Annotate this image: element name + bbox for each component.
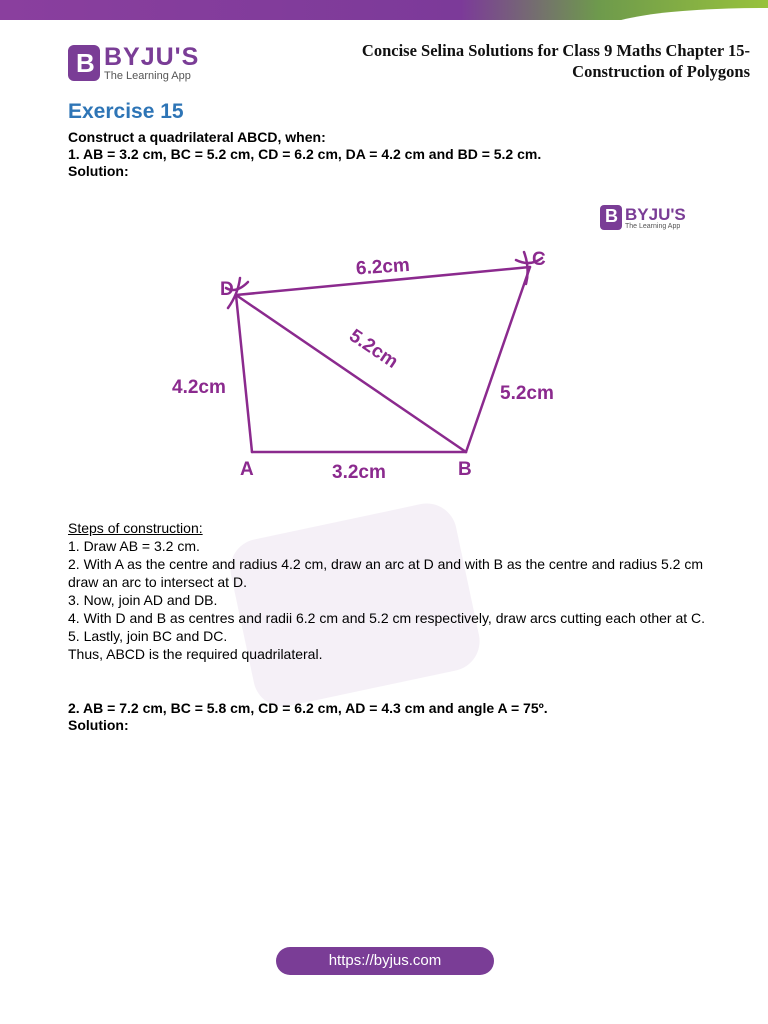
steps-conclusion: Thus, ABCD is the required quadrilateral.: [68, 646, 323, 662]
point-c-label: C: [532, 249, 546, 270]
logo-mark-icon: B: [68, 45, 100, 81]
question-1: 1. AB = 3.2 cm, BC = 5.2 cm, CD = 6.2 cm, DA = 4.2 cm and BD = 5.2 cm.: [68, 146, 542, 162]
label-bc: 5.2cm: [500, 383, 554, 404]
solution-label: Solution:: [68, 163, 129, 179]
label-ab: 3.2cm: [332, 462, 386, 483]
step-item: 2. With A as the centre and radius 4.2 cm, draw an arc at D and with B as the centre and radius 5.2 cm draw an arc to intersect at D.: [68, 556, 703, 590]
label-cd: 6.2cm: [355, 254, 411, 280]
page-header-title: Concise Selina Solutions for Class 9 Maths Chapter 15- Construction of Polygons: [361, 41, 750, 81]
step-item: 4. With D and B as centres and radii 6.2 cm and 5.2 cm respectively, draw arcs cutting each other at C.: [68, 610, 706, 626]
footer-url-link[interactable]: https://byjus.com: [276, 947, 494, 975]
top-gradient-bar: [0, 0, 768, 20]
solution-label-2: Solution:: [68, 717, 129, 733]
question-2: 2. AB = 7.2 cm, BC = 5.8 cm, CD = 6.2 cm, AD = 4.3 cm and angle A = 75º.: [68, 700, 548, 716]
point-d-label: D: [220, 279, 234, 300]
exercise-title: Exercise 15: [68, 100, 184, 123]
label-da: 4.2cm: [172, 377, 226, 398]
side-bc: [466, 267, 530, 452]
diagonal-bd: [236, 295, 466, 452]
logo-tagline: The Learning App: [104, 70, 191, 82]
label-bd: 5.2cm: [345, 325, 402, 373]
point-b-label: B: [458, 459, 472, 480]
intro-text: Construct a quadrilateral ABCD, when:: [68, 129, 326, 145]
side-da: [236, 295, 252, 452]
logo-brand: BYJU'S: [104, 43, 200, 71]
byjus-logo: [68, 44, 199, 82]
diagram-watermark-logo: B BYJU'S The Learning App: [600, 205, 686, 230]
step-item: 3. Now, join AD and DB.: [68, 592, 218, 608]
steps-heading: Steps of construction:: [68, 520, 203, 536]
point-a-label: A: [240, 459, 254, 480]
step-item: 5. Lastly, join BC and DC.: [68, 628, 228, 644]
construction-steps: [68, 519, 708, 663]
quadrilateral-diagram: [68, 190, 708, 500]
step-item: 1. Draw AB = 3.2 cm.: [68, 538, 200, 554]
logo-mark-icon: B: [600, 205, 622, 230]
